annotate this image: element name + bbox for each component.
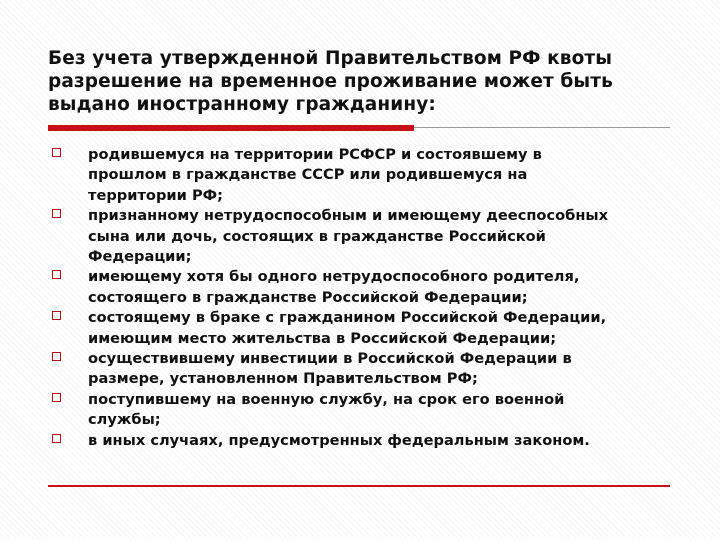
list-item (52, 349, 672, 390)
list-item-text: в иных случаях, предусмотренных федеральным законом. (88, 431, 590, 449)
square-bullet-icon (52, 311, 61, 320)
list-item-text: имеющему хотя бы одного нетрудоспособного родителя, состоящего в гражданстве Российской Федерации; (88, 268, 580, 306)
square-bullet-icon (52, 209, 61, 218)
footer-rule (48, 485, 670, 487)
conditions-list (52, 145, 672, 451)
list-item (52, 308, 672, 349)
list-item-text: состоящему в браке с гражданином Российской Федерации, имеющим место жительства в Российской Федерации; (88, 309, 607, 347)
square-bullet-icon (52, 434, 61, 443)
list-item (52, 267, 672, 308)
list-item (52, 390, 672, 431)
title-accent-rule (48, 125, 414, 131)
list-item (52, 206, 672, 267)
square-bullet-icon (52, 148, 61, 157)
slide-title: Без учета утвержденной Правительством РФ квоты разрешение на временное проживание может быть выдано иностранному гражданину: (48, 48, 613, 115)
title-divider-line (414, 127, 670, 128)
list-item-text: осуществившему инвестиции в Российской Федерации в размере, установленном Правительством РФ; (88, 350, 572, 388)
list-item-text: родившемуся на территории РСФСР и состоявшему в прошлом в гражданстве СССР или родившемуся на территории РФ; (88, 146, 542, 204)
square-bullet-icon (52, 270, 61, 279)
list-item (52, 431, 672, 451)
square-bullet-icon (52, 352, 61, 361)
list-item (52, 145, 672, 206)
list-item-text: признанному нетрудоспособным и имеющему дееспособных сына или дочь, состоящих в гражданстве Российской Федерации; (88, 207, 609, 266)
list-item-text: поступившему на военную службу, на срок его военной службы; (88, 390, 565, 429)
square-bullet-icon (52, 393, 61, 402)
